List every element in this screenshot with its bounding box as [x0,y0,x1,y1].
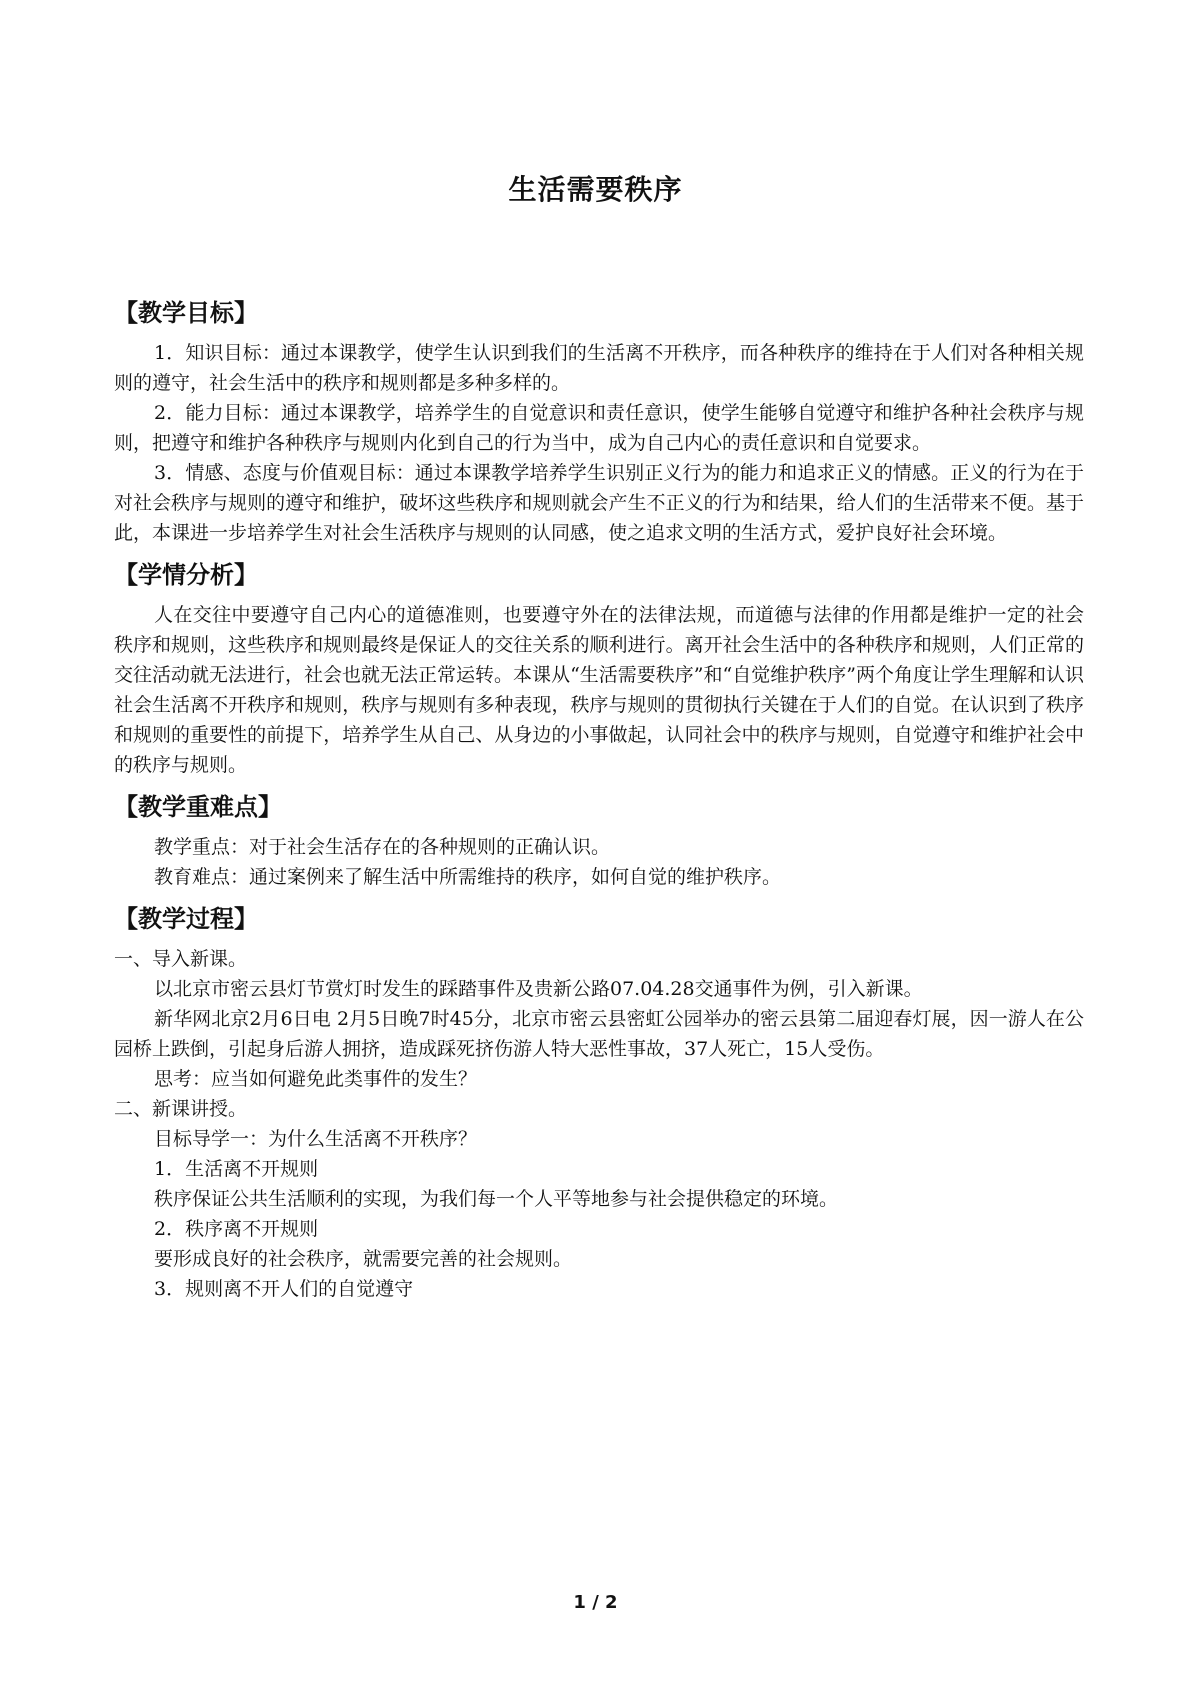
paragraph: 教育难点：通过案例来了解生活中所需维持的秩序，如何自觉的维护秩序。 [154,866,782,888]
list-item: 思考：应当如何避免此类事件的发生？ [154,1068,478,1090]
section-heading-process: 【教学过程】 [114,905,258,933]
section-heading-key-points: 【教学重难点】 [114,793,282,821]
paragraph: 教学重点：对于社会生活存在的各种规则的正确认识。 [154,836,611,858]
section-heading-analysis: 【学情分析】 [114,561,258,589]
list-item: 2．秩序离不开规则 [154,1218,319,1240]
paragraph: 3．情感、态度与价值观目标：通过本课教学培养学生识别正义行为的能力和追求正义的情感。正义的行为在于对社会秩序与规则的遵守和维护，破坏这些秩序和规则就会产生不正义的行为和结果，给人们的生活带来不便。基于此，本课进一步培养学生对社会生活秩序与规则的认同感，使之追求文明的生活方式，爱护良好社会环境。 [114,462,1084,544]
paragraph: 2．能力目标：通过本课教学，培养学生的自觉意识和责任意识，使学生能够自觉遵守和维护各种社会秩序与规则，把遵守和维护各种秩序与规则内化到自己的行为当中，成为自己内心的责任意识和自觉要求。 [114,402,1084,454]
list-item: 二、新课讲授。 [114,1098,248,1120]
list-item: 目标导学一：为什么生活离不开秩序？ [154,1128,478,1150]
section-heading-objectives: 【教学目标】 [114,299,258,327]
list-item: 秩序保证公共生活顺利的实现，为我们每一个人平等地参与社会提供稳定的环境。 [154,1188,839,1210]
page-number: 1 / 2 [573,1592,618,1613]
list-item: 一、导入新课。 [114,948,248,970]
document-body [114,292,1084,1304]
paragraph: 人在交往中要遵守自己内心的道德准则，也要遵守外在的法律法规，而道德与法律的作用都是维护一定的社会秩序和规则，这些秩序和规则最终是保证人的交往关系的顺利进行。离开社会生活中的各种秩序和规则，人们正常的交往活动就无法进行，社会也就无法正常运转。本课从“生活需要秩序”和“自觉维护秩序”两个角度让学生理解和认识社会生活离不开秩序和规则，秩序与规则有多种表现，秩序与规则的贯彻执行关键在于人们的自觉。在认识到了秩序和规则的重要性的前提下，培养学生从自己、从身边的小事做起，认同社会中的秩序与规则，自觉遵守和维护社会中的秩序与规则。 [114,604,1084,776]
paragraph: 1．知识目标：通过本课教学，使学生认识到我们的生活离不开秩序，而各种秩序的维持在于人们对各种相关规则的遵守，社会生活中的秩序和规则都是多种多样的。 [114,342,1084,394]
page-title: 生活需要秩序 [508,173,683,206]
list-item: 新华网北京2月6日电 2月5日晚7时45分，北京市密云县密虹公园举办的密云县第二届迎春灯展，因一游人在公园桥上跌倒，引起身后游人拥挤，造成踩死挤伤游人特大恶性事故，37人死亡，15人受伤。 [114,1008,1084,1060]
list-item: 3．规则离不开人们的自觉遵守 [154,1278,414,1300]
list-item: 1．生活离不开规则 [154,1158,319,1180]
list-item: 以北京市密云县灯节赏灯时发生的踩踏事件及贵新公路07.04.28交通事件为例，引入新课。 [154,978,923,1000]
list-item: 要形成良好的社会秩序，就需要完善的社会规则。 [154,1248,573,1270]
